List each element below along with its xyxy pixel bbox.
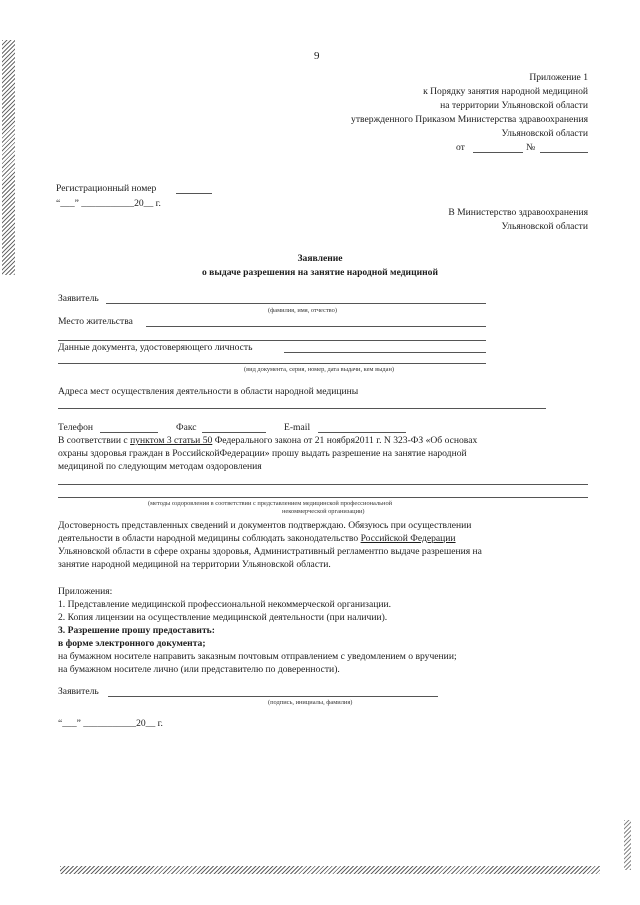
activity-address-field[interactable] — [58, 408, 546, 409]
residence-field-2[interactable] — [58, 340, 486, 341]
registration-number-line — [176, 193, 212, 194]
id-doc-hint: (вид документа, серия, номер, дата выдачи, кем выдан) — [244, 366, 395, 373]
delivery-option-mail[interactable]: на бумажном носителе направить заказным почтовым отправлением с уведомлением о вручении; — [58, 651, 457, 662]
methods-field-1[interactable] — [58, 484, 588, 485]
appendix-line-4: утвержденного Приказом Министерства здравоохранения — [351, 114, 588, 125]
phone-label: Телефон — [58, 422, 94, 433]
scan-edge-right — [624, 820, 631, 870]
applicant-hint: (фамилия, имя, отчество) — [268, 307, 337, 314]
document-title: Заявление — [297, 253, 343, 264]
methods-hint-2: некоммерческой организации) — [282, 508, 365, 515]
confirm-line-1: Достоверность представленных сведений и документов подтверждаю. Обязуюсь при осуществлении — [58, 520, 472, 531]
registration-number-label: Регистрационный номер — [56, 183, 157, 194]
residence-field[interactable] — [146, 326, 486, 327]
scan-edge-bottom — [60, 866, 600, 874]
page-number: 9 — [314, 50, 320, 62]
phone-field[interactable] — [100, 432, 158, 433]
confirm-line-3: Ульяновской области в сфере охраны здоровья, Административный регламентпо выдаче разрешения на — [58, 546, 482, 557]
email-label: E-mail — [284, 422, 311, 433]
id-doc-label: Данные документа, удостоверяющего личность — [58, 342, 253, 353]
applicant-field[interactable] — [106, 303, 486, 304]
signature-label: Заявитель — [58, 686, 99, 697]
applicant-label: Заявитель — [58, 293, 99, 304]
attachments-title: Приложения: — [58, 586, 113, 597]
fax-label: Факс — [176, 422, 197, 433]
id-doc-field-2[interactable] — [58, 363, 486, 364]
appendix-line-3: на территории Ульяновской области — [440, 100, 588, 111]
signature-field[interactable] — [108, 696, 438, 697]
fax-field[interactable] — [202, 432, 266, 433]
appendix-line-1: Приложение 1 — [529, 72, 588, 83]
confirm-line-2 — [58, 533, 456, 545]
delivery-option-electronic[interactable]: в форме электронного документа; — [58, 638, 206, 649]
methods-field-2[interactable] — [58, 497, 588, 498]
appendix-date-line — [473, 152, 523, 153]
document-subtitle: о выдаче разрешения на занятие народной медициной — [201, 267, 438, 278]
request-line-1 — [58, 435, 477, 447]
law-article-link[interactable]: пунктом 3 статьи 50 — [130, 435, 213, 446]
residence-label: Место жительства — [58, 316, 133, 327]
confirm-text-2: деятельности в области народной медицины соблюдать законодательство — [58, 533, 359, 544]
signature-date: “___” ___________20__ г. — [58, 718, 163, 729]
attachment-item-1: 1. Представление медицинской профессиональной некоммерческой организации. — [58, 599, 392, 610]
appendix-no-label: № — [526, 142, 536, 153]
addressee-line-2: Ульяновской области — [501, 221, 588, 232]
methods-hint-1: (методы оздоровления в соответствии с представлением медицинской профессиональной — [148, 500, 393, 507]
attachment-item-3: 3. Разрешение прошу предоставить: — [58, 625, 215, 636]
signature-hint: (подпись, инициалы, фамилия) — [268, 699, 353, 706]
scan-edge-left — [2, 40, 15, 275]
rf-link[interactable]: Российской Федерации — [360, 533, 456, 544]
appendix-number-line — [540, 152, 588, 153]
confirm-line-4: занятие народной медициной на территории Ульяновской области. — [58, 559, 331, 570]
addressee-line-1: В Министерство здравоохранения — [448, 207, 588, 218]
appendix-from-label: от — [456, 142, 465, 153]
delivery-option-personal[interactable]: на бумажном носителе лично (или представителю по доверенности). — [58, 664, 340, 675]
request-text-1b: Федерального закона от 21 ноября2011 г. N 323-ФЗ «Об основах — [214, 435, 478, 446]
activity-address-label: Адреса мест осуществления деятельности в области народной медицины — [58, 386, 359, 397]
attachment-item-2: 2. Копия лицензии на осуществление медицинской деятельности (при наличии). — [58, 612, 388, 623]
id-doc-field[interactable] — [284, 352, 486, 353]
registration-date: “___” ___________20__ г. — [56, 198, 161, 209]
request-line-2: охраны здоровья граждан в РоссийскойФедерации» прошу выдать разрешение на занятие народной — [58, 448, 467, 459]
email-field[interactable] — [318, 432, 406, 433]
request-line-3: медициной по следующим методам оздоровления — [58, 461, 262, 472]
request-text-1: В соответствии с — [58, 435, 128, 446]
appendix-line-2: к Порядку занятия народной медициной — [423, 86, 588, 97]
appendix-line-5: Ульяновской области — [501, 128, 588, 139]
